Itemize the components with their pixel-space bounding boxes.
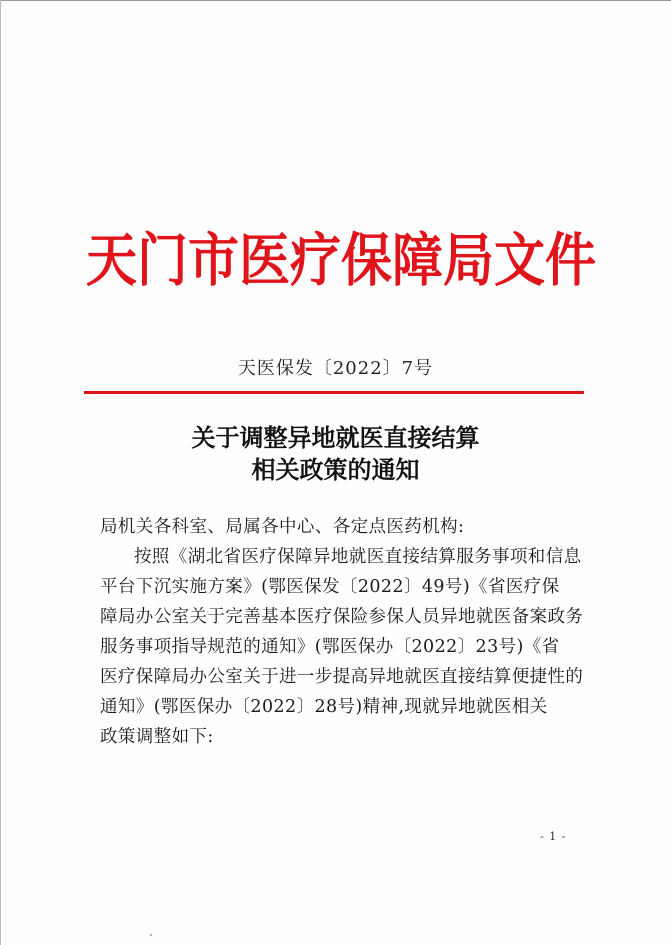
paragraph-line: 医疗保障局办公室关于进一步提高异地就医直接结算便捷性的 xyxy=(100,667,584,687)
document-number: 天医保发〔2022〕7号 xyxy=(237,358,434,379)
paragraph-line: 通知》(鄂医保办〔2022〕28号)精神,现就异地就医相关 xyxy=(100,697,548,717)
notice-title-line-2: 相关政策的通知 xyxy=(251,455,420,484)
paragraph-line: 按照《湖北省医疗保障异地就医直接结算服务事项和信息 xyxy=(134,547,582,567)
red-divider-line xyxy=(84,391,584,394)
paragraph-line: 障局办公室关于完善基本医疗保险参保人员异地就医备案政务 xyxy=(100,607,584,627)
issuer-title: 天门市医疗保障局文件 xyxy=(86,228,597,295)
paragraph-line: 服务事项指导规范的通知》(鄂医保办〔2022〕23号)《省 xyxy=(100,637,560,657)
body-text xyxy=(100,512,584,752)
scan-speck xyxy=(150,934,152,936)
paragraph-line: 平台下沉实施方案》(鄂医保发〔2022〕49号)《省医疗保 xyxy=(100,577,560,597)
page-number: - 1 - xyxy=(540,830,567,843)
salutation: 局机关各科室、局属各中心、各定点医药机构: xyxy=(100,517,465,537)
notice-title-line-1: 关于调整异地就医直接结算 xyxy=(191,423,480,452)
notice-title xyxy=(0,422,671,486)
page-edge-top xyxy=(0,0,671,1)
paragraph-line: 政策调整如下: xyxy=(100,727,214,747)
